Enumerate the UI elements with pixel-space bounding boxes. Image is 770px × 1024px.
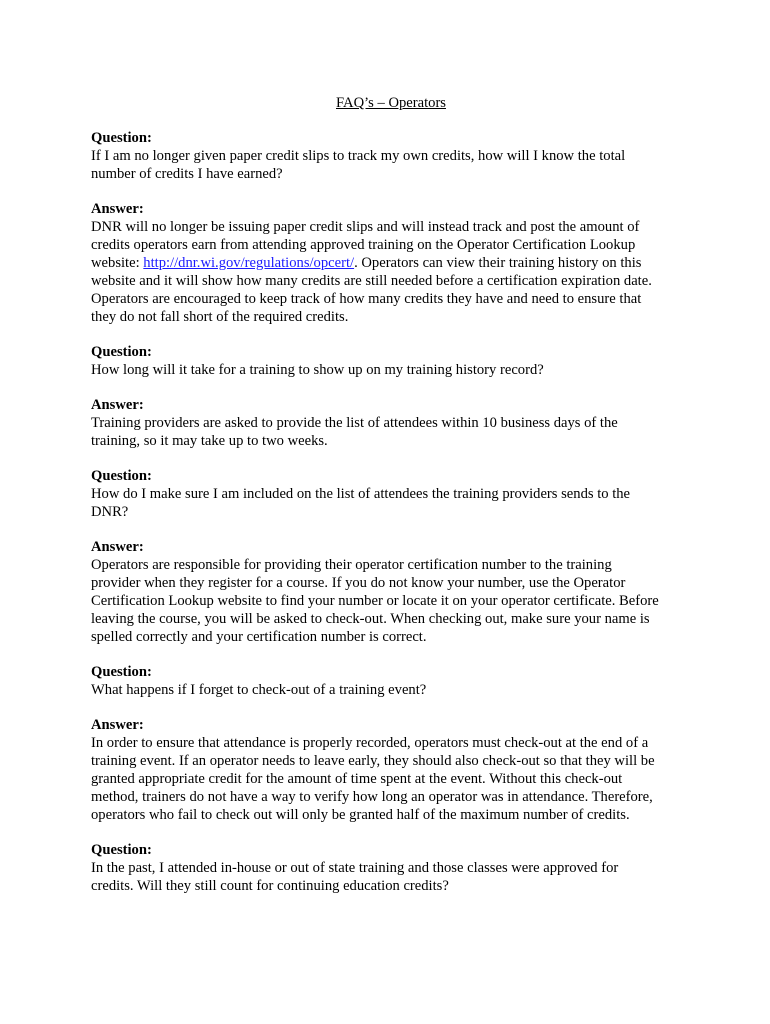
question-label: Question: <box>91 468 152 484</box>
answer-text-before: DNR will no longer be issuing paper credit slips and will instead track and post the amount of credits operators earn from attending approved training on the Operator Certification Lookup website: <box>91 219 640 271</box>
question-text: If I am no longer given paper credit slips to track my own credits, how will I know the total number of credits I have earned? <box>91 148 626 182</box>
faq-question-4 <box>91 663 691 699</box>
faq-question-5 <box>91 841 691 895</box>
faq-answer-3 <box>91 538 691 646</box>
answer-label: Answer: <box>91 201 144 217</box>
answer-text-after: . Operators can view their training history on this website and it will show how many credits are still needed before a certification expiration date. Operators are encouraged to keep track of how many credits they have and need to ensure that they do not fall short of the required credits. <box>91 255 652 325</box>
faq-question-1 <box>91 129 691 183</box>
faq-answer-2 <box>91 396 691 450</box>
question-label: Question: <box>91 664 152 680</box>
faq-answer-4 <box>91 716 691 824</box>
answer-label: Answer: <box>91 717 144 733</box>
document-page <box>91 94 691 912</box>
answer-text: In order to ensure that attendance is properly recorded, operators must check-out at the end of a training event. If an operator needs to leave early, they should also check-out so that they will be granted appropriate credit for the amount of time spent at the event. Without this check-out method, trainers do not have a way to verify how long an operator was in attendance. Therefore, operators who fail to check out will only be granted half of the maximum number of credits. <box>91 735 655 823</box>
question-text: What happens if I forget to check-out of a training event? <box>91 682 427 698</box>
question-label: Question: <box>91 842 152 858</box>
answer-text <box>91 218 691 326</box>
faq-question-2 <box>91 343 691 379</box>
answer-label: Answer: <box>91 539 144 555</box>
answer-text: Training providers are asked to provide the list of attendees within 10 business days of the training, so it may take up to two weeks. <box>91 415 618 449</box>
answer-text: Operators are responsible for providing their operator certification number to the training provider when they register for a course. If you do not know your number, use the Operator Certification Lookup website to find your number or locate it on your operator certificate. Before leaving the course, you will be asked to check-out. When checking out, make sure your name is spelled correctly and your certification number is correct. <box>91 557 659 645</box>
question-label: Question: <box>91 130 152 146</box>
question-text: How do I make sure I am included on the list of attendees the training providers sends to the DNR? <box>91 486 631 520</box>
page-title: FAQ’s – Operators <box>336 95 446 111</box>
question-text: How long will it take for a training to show up on my training history record? <box>91 362 544 378</box>
answer-label: Answer: <box>91 397 144 413</box>
question-text: In the past, I attended in-house or out of state training and those classes were approved for credits. Will they still count for continuing education credits? <box>91 860 619 894</box>
faq-answer-1 <box>91 200 691 326</box>
question-label: Question: <box>91 344 152 360</box>
faq-question-3 <box>91 467 691 521</box>
opcert-website-link[interactable]: http://dnr.wi.gov/regulations/opcert/ <box>143 255 355 271</box>
